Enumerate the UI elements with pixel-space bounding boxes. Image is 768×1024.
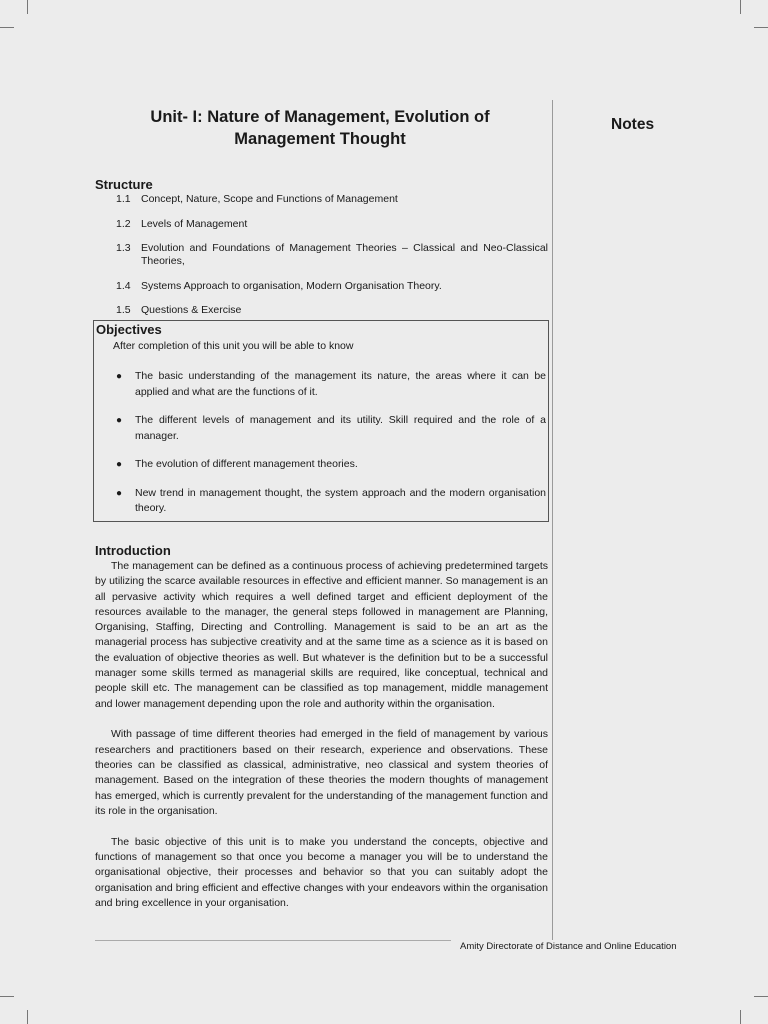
notes-label: Notes	[611, 116, 655, 133]
objectives-list	[116, 369, 546, 530]
objective-text: New trend in management thought, the system approach and the modern organisation theory.	[135, 486, 546, 514]
crop-mark-bottom-right-vertical	[740, 1010, 741, 1024]
objective-text: The evolution of different management theories.	[135, 458, 358, 470]
structure-item-number: 1.4	[116, 279, 131, 292]
structure-item	[116, 280, 548, 293]
bullet-icon: ●	[116, 487, 123, 499]
bullet-icon: ●	[116, 371, 123, 382]
objective-item	[116, 486, 546, 517]
crop-mark-bottom-left-vertical	[27, 1010, 28, 1024]
structure-heading: Structure	[95, 177, 153, 192]
objective-item	[116, 413, 546, 444]
objectives-intro: After completion of this unit you will be able to know	[113, 340, 354, 352]
crop-mark-bottom-right	[754, 996, 768, 997]
crop-mark-bottom-left	[0, 996, 14, 997]
footer-text: Amity Directorate of Distance and Online Education	[460, 941, 677, 952]
introduction-paragraph: The management can be defined as a continuous process of achieving predetermined targets by utilizing the scarce available resources in effective and efficient manner. So management is an all pervasive activity which requires a well defined target and efficient deployment of the resources available to the manager, the general steps followed in management are Planning, Organising, Staffing, Directing and Controlling. Management is said to be an art as the managerial process has subjective creativity and at the same time as a science as it is based on the evaluation of objective theories as well. But whatever is the definition but to be a successful manager some skills termed as managerial skills are required, like conceptual, technical and people skill etc. The management can be classified as top management, middle management and lower management depending upon the role and authority within the organisation.	[95, 560, 548, 710]
unit-title-line-2: Management Thought	[234, 130, 406, 148]
objective-item	[116, 457, 546, 473]
margin-divider	[552, 100, 553, 940]
structure-item-text: Systems Approach to organisation, Modern Organisation Theory.	[141, 279, 442, 292]
objectives-box	[93, 320, 549, 522]
structure-item-text: Levels of Management	[141, 217, 248, 230]
objective-text: The different levels of management and its utility. Skill required and the role of a manager.	[135, 414, 546, 442]
objective-text: The basic understanding of the management its nature, the areas where it can be applied and what are the functions of it.	[135, 370, 546, 398]
structure-item-text: Concept, Nature, Scope and Functions of Management	[141, 193, 398, 205]
crop-mark-top-right-vertical	[740, 0, 741, 14]
introduction-paragraph: With passage of time different theories had emerged in the field of management by various researchers and practitioners based on their research, experience and observations. These theories can be classified as classical, administrative, neo classical and system theories of management. Based on the integration of these theories the modern thoughts of management has emerged, which is currently prevalent for the understanding of the management function and its role in the organisation.	[95, 728, 548, 817]
footer-rule	[95, 940, 451, 941]
structure-item-text: Evolution and Foundations of Management Theories – Classical and Neo-Classical Theories,	[141, 242, 548, 267]
structure-item-number: 1.5	[116, 304, 131, 316]
objectives-heading: Objectives	[96, 322, 162, 337]
structure-list	[116, 193, 548, 329]
structure-item	[116, 193, 548, 206]
introduction-body	[95, 559, 548, 927]
bullet-icon: ●	[116, 415, 123, 426]
structure-item-number: 1.1	[116, 193, 131, 205]
unit-title	[100, 106, 540, 150]
structure-item-text: Questions & Exercise	[141, 304, 242, 316]
unit-title-line-1: Unit- I: Nature of Management, Evolution of	[150, 108, 490, 126]
structure-item	[116, 218, 548, 231]
structure-item	[116, 242, 548, 268]
bullet-icon: ●	[116, 459, 123, 470]
crop-mark-top-left	[0, 27, 14, 28]
structure-item-number: 1.3	[116, 242, 131, 254]
structure-item-number: 1.2	[116, 217, 131, 230]
crop-mark-top-left-vertical	[27, 0, 28, 14]
introduction-heading: Introduction	[95, 543, 171, 558]
introduction-paragraph: The basic objective of this unit is to make you understand the concepts, objective and functions of management so that once you become a manager you will be to understand the organisational objective, their processes and behavior so that you can suitably adopt the organisation and bring efficient and effective changes with your endeavors within the organisation and bring excellence in your organisation.	[95, 835, 548, 909]
objective-item	[116, 369, 546, 400]
structure-item	[116, 304, 548, 317]
crop-mark-top-right	[754, 27, 768, 28]
